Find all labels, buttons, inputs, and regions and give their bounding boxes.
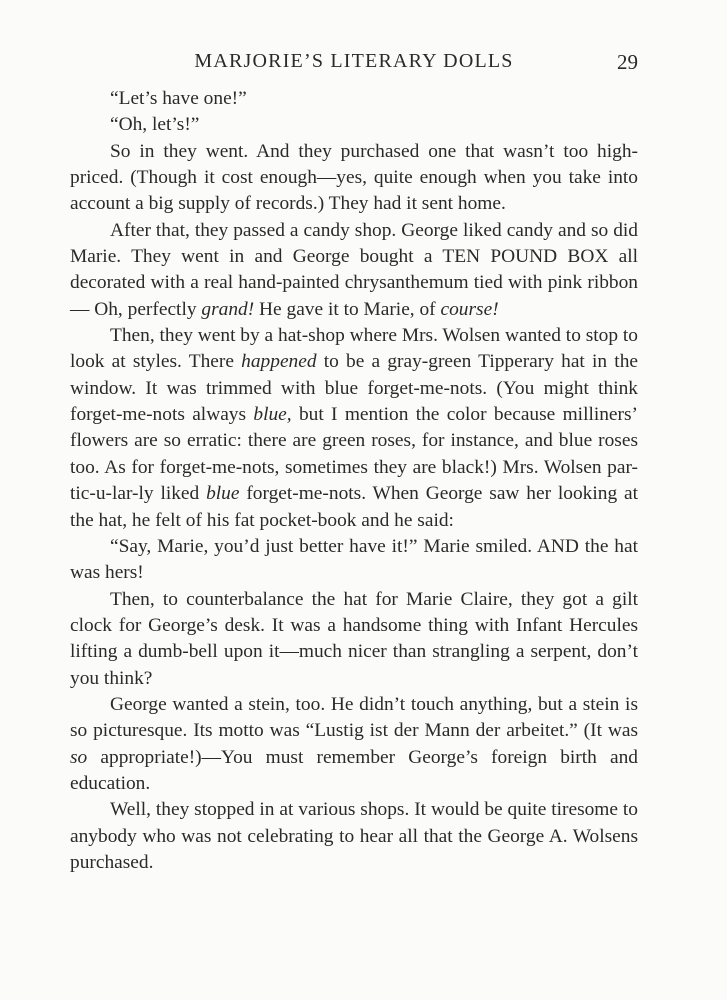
text-run: After that, they passed a candy shop. George liked candy and so did Marie. They went in and George bought a TEN POUND BOX all decorated with a real hand-painted chrysanthemum tied with pink ribbon— Oh, perfectly	[70, 219, 638, 320]
italic-run: blue	[206, 483, 240, 505]
text-run: Then, they went by a hat-shop where Mrs. Wolsen wanted to stop to look at styles. There	[70, 325, 638, 373]
italic-run: so	[70, 746, 88, 768]
paragraph	[70, 86, 638, 112]
text-run: Then, to counterbalance the hat for Marie Claire, they got a gilt clock for George’s desk. It was a handsome thing with Infant Hercules lifting a dumb-bell upon it—much nicer than strangling a serpent, don’t you think?	[70, 588, 638, 689]
text-run: forget-me-nots. When George saw her looking at the hat, he felt of his fat pocket-book and he said:	[70, 483, 638, 531]
page-number: 29	[617, 50, 638, 74]
paragraph	[70, 218, 638, 323]
text-run: to be a gray-green Tipperary hat in the window. It was trimmed with blue forget-me-nots. (You might think forget-me-nots always	[70, 351, 638, 426]
text-run: So in they went. And they purchased one that wasn’t too high-priced. (Though it cost enough—yes, quite enough when you take into account a big supply of records.) They had it sent home.	[70, 140, 638, 215]
text-run: “Say, Marie, you’d just better have it!” Marie smiled. AND the hat was hers!	[70, 535, 638, 584]
paragraph	[70, 112, 638, 138]
paragraph	[70, 692, 638, 797]
italic-run: blue,	[253, 404, 292, 426]
text-run: “Oh, let’s!”	[110, 114, 200, 136]
text-run: George wanted a stein, too. He didn’t touch anything, but a stein is so picturesque. Its motto was “Lustig ist der Mann der arbeitet.” (It was	[70, 693, 638, 742]
paragraph	[70, 797, 638, 876]
paragraph	[70, 587, 638, 692]
text-run: “Let’s have one!”	[110, 88, 247, 109]
italic-run: grand!	[201, 298, 255, 320]
text-run: He gave it to Marie, of	[254, 298, 441, 320]
body-text	[70, 86, 638, 876]
running-head-title: MARJORIE’S LITERARY DOLLS	[194, 50, 514, 72]
text-run: Well, they stopped in at various shops. It would be quite tiresome to anybody who was not celebrating to hear all that the George A. Wolsens purchased.	[70, 799, 638, 873]
running-head	[70, 50, 638, 76]
paragraph	[70, 139, 638, 218]
text-run: but I mention the color because milliners’ flowers are so erratic: there are green roses, for instance, and blue roses too. As for forget-me-nots, sometimes they are black!) Mrs. Wolsen par-tic-u-lar-ly liked	[70, 404, 638, 505]
italic-run: happened	[241, 351, 317, 373]
italic-run: course!	[440, 298, 499, 320]
text-run: appropriate!)—You must remember George’s foreign birth and education.	[70, 746, 638, 794]
paragraph	[70, 534, 638, 587]
paragraph	[70, 323, 638, 534]
